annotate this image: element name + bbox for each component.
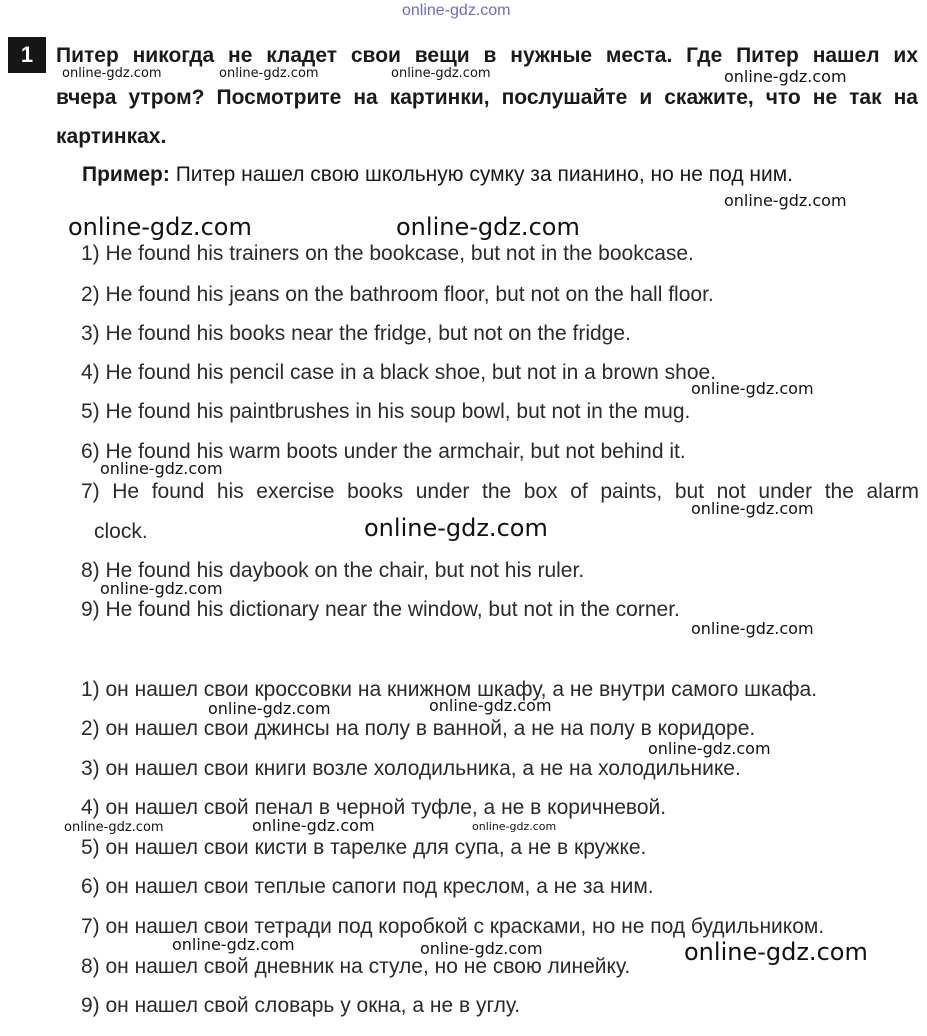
english-answer-1: 1) He found his trainers on the bookcase, but not in the bookcase.: [81, 242, 694, 265]
example-line: [82, 163, 793, 187]
watermark: online-gdz.com: [648, 739, 771, 758]
english-answer-3: 3) He found his books near the fridge, but not on the fridge.: [81, 322, 631, 345]
watermark: online-gdz.com: [472, 820, 557, 833]
english-answer-4: 4) He found his pencil case in a black shoe, but not in a brown shoe.: [81, 361, 717, 384]
russian-answer-5: 5) он нашел свои кисти в тарелке для супа, а не в кружке.: [81, 836, 647, 859]
example-label: Пример:: [82, 163, 170, 186]
english-answer-9: 9) He found his dictionary near the window, but not in the corner.: [81, 598, 680, 621]
watermark: online-gdz.com: [219, 66, 319, 81]
task-line-3: картинках.: [56, 125, 167, 148]
russian-answer-7: 7) он нашел свои тетради под коробкой с красками, но не под будильником.: [81, 915, 825, 938]
watermark: online-gdz.com: [724, 67, 847, 86]
watermark: online-gdz.com: [64, 820, 164, 835]
watermark: online-gdz.com: [62, 66, 162, 81]
watermark: online-gdz.com: [691, 379, 814, 398]
watermark: online-gdz.com: [391, 66, 491, 81]
header-watermark: online-gdz.com: [402, 2, 511, 19]
english-answer-5: 5) He found his paintbrushes in his soup bowl, but not in the mug.: [81, 400, 691, 423]
watermark: online-gdz.com: [420, 939, 543, 958]
watermark: online-gdz.com: [208, 699, 331, 718]
russian-answer-8: 8) он нашел свой дневник на стуле, но не свою линейку.: [81, 955, 631, 978]
watermark: online-gdz.com: [724, 191, 847, 210]
watermark: online-gdz.com: [100, 459, 223, 478]
english-answer-8: 8) He found his daybook on the chair, but not his ruler.: [81, 559, 585, 582]
watermark: online-gdz.com: [429, 696, 552, 715]
russian-answer-6: 6) он нашел свои теплые сапоги под креслом, а не за ним.: [81, 875, 654, 898]
watermark: online-gdz.com: [252, 816, 375, 835]
watermark: online-gdz.com: [100, 579, 223, 598]
watermark: online-gdz.com: [684, 938, 868, 966]
english-answer-7: 7) He found his exercise books under the box of paints, but not under the alarm: [81, 480, 919, 503]
english-answer-2: 2) He found his jeans on the bathroom floor, but not on the hall floor.: [81, 283, 714, 306]
watermark: online-gdz.com: [364, 514, 548, 542]
russian-answer-3: 3) он нашел свои книги возле холодильника, а не на холодильнике.: [81, 757, 741, 780]
watermark: online-gdz.com: [68, 213, 252, 241]
watermark: online-gdz.com: [172, 935, 295, 954]
example-text: Питер нашел свою школьную сумку за пианино, но не под ним.: [169, 163, 794, 186]
watermark: online-gdz.com: [691, 499, 814, 518]
watermark: online-gdz.com: [691, 619, 814, 638]
russian-answer-4: 4) он нашел свой пенал в черной туфле, а не в коричневой.: [81, 796, 667, 819]
task-line-2: вчера утром? Посмотрите на картинки, послушайте и скажите, что не так на: [56, 86, 918, 109]
exercise-number-badge: 1: [8, 37, 46, 73]
task-line-1: Питер никогда не кладет свои вещи в нужные места. Где Питер нашел их: [56, 44, 918, 67]
russian-answer-1: 1) он нашел свои кроссовки на книжном шкафу, а не внутри самого шкафа.: [81, 678, 818, 701]
english-answer-7-continued: clock.: [94, 520, 148, 543]
russian-answer-9: 9) он нашел свой словарь у окна, а не в углу.: [81, 994, 521, 1017]
english-answer-6: 6) He found his warm boots under the armchair, but not behind it.: [81, 440, 686, 463]
watermark: online-gdz.com: [396, 213, 580, 241]
russian-answer-2: 2) он нашел свои джинсы на полу в ванной, а не на полу в коридоре.: [81, 717, 756, 740]
